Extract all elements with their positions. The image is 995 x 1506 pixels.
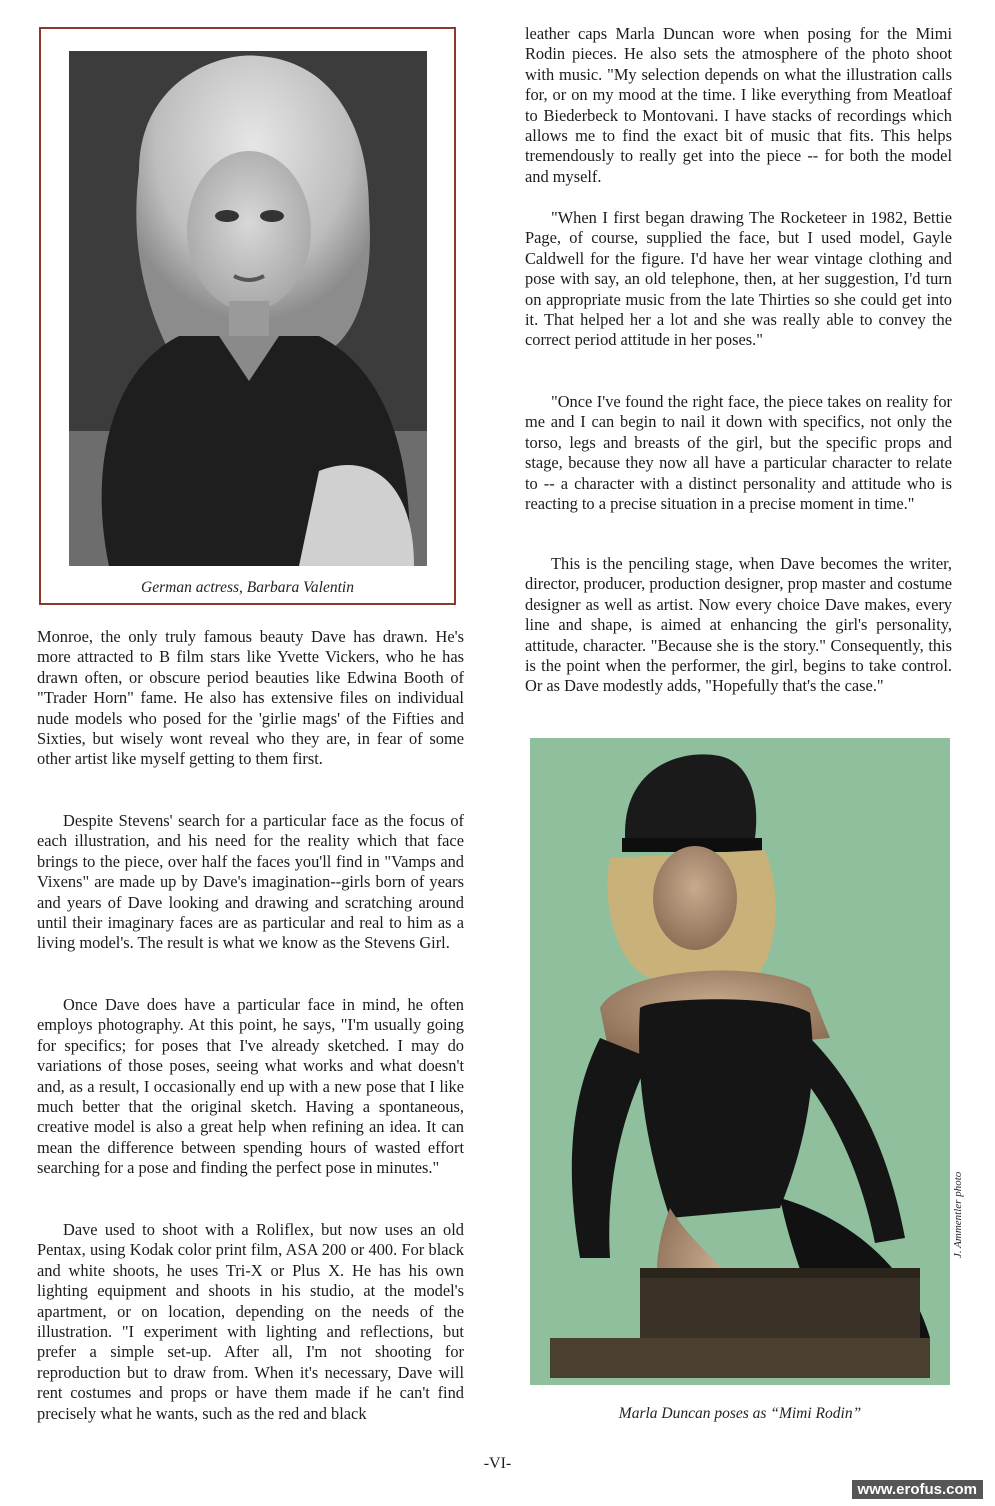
body-paragraph: Monroe, the only truly famous beauty Dave has drawn. He's more attracted to B film stars like Yvette Vickers, who he has drawn often, or obscure period beauties like Edwina Booth of "Trader Horn" fame. He also has extensive files on individual nude models who posed for the 'girlie mags' of the Fifties and Sixties, but wisely wont reveal who they are, in fear of some other artist like myself getting to them first. (37, 627, 464, 769)
photo-caption-1: German actress, Barbara Valentin (141, 579, 354, 596)
watermark: www.erofus.com (852, 1480, 983, 1499)
page-number: -VI- (483, 1455, 512, 1472)
photo-credit: J. Ammentler photo (952, 1171, 964, 1258)
body-paragraph: Despite Stevens' search for a particular face as the focus of each illustration, and his need for the reality which that face brings to the piece, over half the faces you'll find in "Vamps and Vixens" are made up by Dave's imagination--girls born of years and years of Dave looking and drawing and scratching around until their imaginary faces are as particular and real to him as a living model's. The result is what we know as the Stevens Girl. (37, 811, 464, 953)
pose-photo-marla-duncan (530, 738, 950, 1385)
portrait-photo-graphic (69, 51, 427, 566)
photo-caption-2: Marla Duncan poses as “Mimi Rodin” (618, 1405, 862, 1422)
body-paragraph: This is the penciling stage, when Dave becomes the writer, director, producer, production designer, prop master and costume designer as well as artist. Now every choice Dave makes, every line and shape, is aimed at enhancing the girl's personality, attitude, character. "Because she is the story." Consequently, this is the point when the performer, the girl, begins to take control. Or as Dave modestly adds, "Hopefully that's the case." (525, 554, 952, 696)
body-paragraph: Once Dave does have a particular face in mind, he often employs photography. At this point, he says, "I'm usually going for specifics; for poses that I've already sketched. I may do variations of those poses, seeing what works and what doesn't and, as a result, I occasionally end up with a new pose that I like much better that the original sketch. Having a spontaneous, creative model is also a great help when refining an idea. It can mean the difference between spending hours of wasted effort searching for a pose and finding the perfect pose in minutes." (37, 995, 464, 1178)
portrait-photo-barbara-valentin (69, 51, 427, 566)
body-paragraph: Dave used to shoot with a Roliflex, but now uses an old Pentax, using Kodak color print film, ASA 200 or 400. For black and white shoots, he uses Tri-X or Plus X. He has his own lighting equipment and shoots in his studio, at the model's apartment, or on location, depending on the needs of the illustration. "I experiment with lighting and reflections, but prefer a simple set-up. After all, I'm not shooting for reproduction but to draw from. When it's necessary, Dave will rent costumes and props or have them made if he can't find precisely what he wants, such as the red and black (37, 1220, 464, 1423)
body-paragraph: leather caps Marla Duncan wore when posing for the Mimi Rodin pieces. He also sets the atmosphere of the photo shoot with music. "My selection depends on what the illustration calls for, or on my mood at the time. I like everything from Meatloaf to Biederbeck to Montovani. I have stacks of recordings which allows me to find the exact bit of music that fits. This helps tremendously to really get into the piece -- for both the model and myself. (525, 24, 952, 186)
body-paragraph: "Once I've found the right face, the piece takes on reality for me and I can begin to nail it down with specifics, not only the torso, legs and breasts of the girl, but the specific props and stage, because they now all have a particular character to relate to -- a character with a distinct personality and attitude who is reacting to a precise situation in a precise moment in time." (525, 392, 952, 514)
body-paragraph: "When I first began drawing The Rocketeer in 1982, Bettie Page, of course, supplied the face, but I used model, Gayle Caldwell for the figure. I'd have her wear vintage clothing and pose with say, an old telephone, then, at her suggestion, I'd turn on appropriate music from the late Thirties so she could get into it. That helped her a lot and she was really able to convey the correct period attitude in her poses." (525, 208, 952, 350)
pose-photo-graphic (530, 738, 950, 1385)
